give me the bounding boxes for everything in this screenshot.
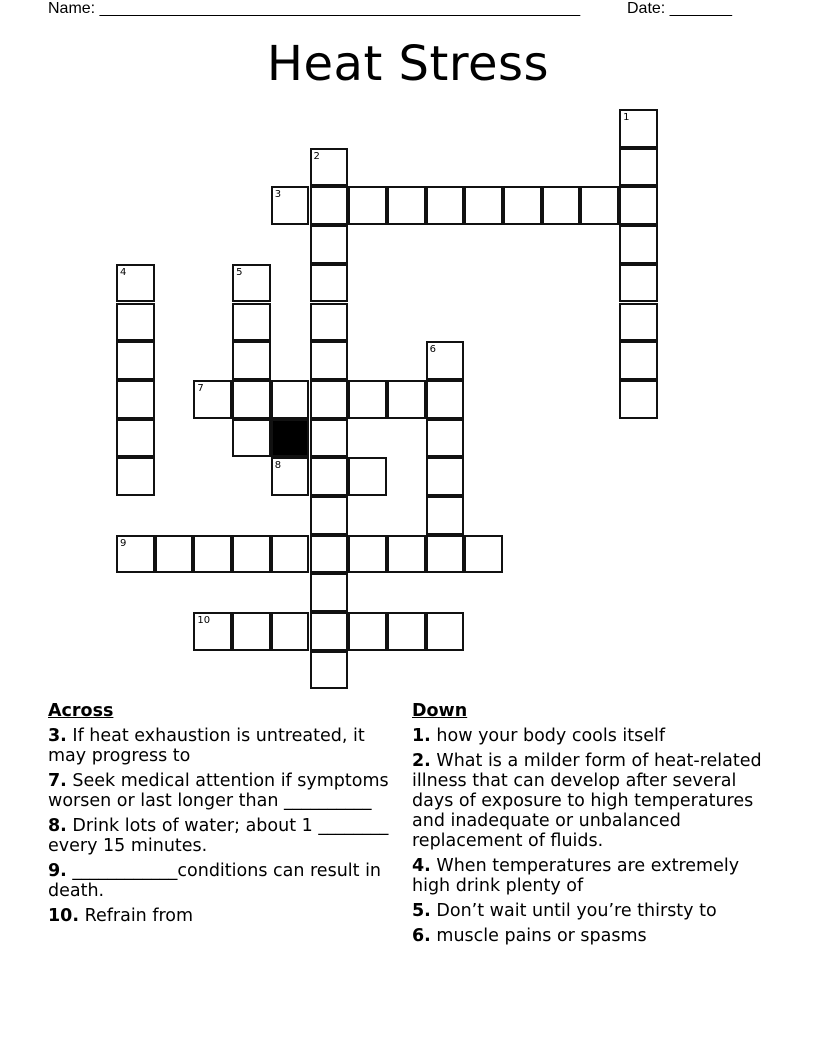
clue-number: 7.	[48, 771, 67, 791]
cell-number: 7	[197, 382, 204, 394]
grid-cell[interactable]	[619, 225, 658, 264]
grid-cell[interactable]	[426, 457, 465, 496]
grid-cell[interactable]	[619, 341, 658, 380]
grid-cell[interactable]	[193, 535, 232, 574]
clue-number: 8.	[48, 816, 67, 836]
grid-cell[interactable]	[426, 612, 465, 651]
grid-cell[interactable]	[426, 380, 465, 419]
grid-cell[interactable]	[155, 535, 194, 574]
grid-cell[interactable]	[426, 535, 465, 574]
clue-down-4	[412, 856, 762, 896]
grid-cell[interactable]	[619, 380, 658, 419]
grid-cell[interactable]	[116, 380, 155, 419]
cell-number: 9	[120, 537, 127, 549]
grid-cell[interactable]	[116, 419, 155, 458]
grid-cell[interactable]	[310, 148, 349, 187]
clue-text: ____________conditions can result in death.	[48, 861, 382, 901]
black-cell	[271, 419, 310, 458]
grid-cell[interactable]	[116, 264, 155, 303]
grid-cell[interactable]	[271, 535, 310, 574]
clue-text: Refrain from	[84, 906, 194, 926]
cell-number: 5	[236, 266, 243, 278]
name-field-label: Name: ______________________________________________________	[48, 0, 581, 17]
clue-text: Don’t wait until you’re thirsty to	[436, 901, 717, 921]
grid-cell[interactable]	[503, 186, 542, 225]
grid-cell[interactable]	[619, 186, 658, 225]
grid-cell[interactable]	[116, 341, 155, 380]
grid-cell[interactable]	[464, 535, 503, 574]
grid-cell[interactable]	[310, 496, 349, 535]
clue-down-1	[412, 726, 762, 746]
grid-cell[interactable]	[348, 380, 387, 419]
clue-across-7	[48, 771, 393, 811]
grid-cell[interactable]	[232, 612, 271, 651]
grid-cell[interactable]	[116, 535, 155, 574]
grid-cell[interactable]	[193, 380, 232, 419]
grid-cell[interactable]	[232, 264, 271, 303]
grid-cell[interactable]	[348, 457, 387, 496]
cell-number: 10	[197, 615, 211, 627]
grid-cell[interactable]	[232, 380, 271, 419]
grid-cell[interactable]	[310, 341, 349, 380]
clue-text: If heat exhaustion is untreated, it may progress to	[48, 726, 365, 766]
clue-text: muscle pains or spasms	[436, 926, 647, 946]
clue-number: 1.	[412, 726, 431, 746]
grid-cell[interactable]	[310, 419, 349, 458]
cell-number: 6	[429, 344, 436, 356]
grid-cell[interactable]	[232, 419, 271, 458]
clue-number: 3.	[48, 726, 67, 746]
grid-cell[interactable]	[310, 380, 349, 419]
clue-down-2	[412, 751, 762, 851]
across-clues	[48, 700, 393, 931]
clue-text: Drink lots of water; about 1 ________ every 15 minutes.	[48, 816, 389, 856]
clue-number: 4.	[412, 856, 431, 876]
grid-cell[interactable]	[348, 535, 387, 574]
grid-cell[interactable]	[387, 186, 426, 225]
date-field-label: Date: _______	[627, 0, 732, 17]
grid-cell[interactable]	[426, 341, 465, 380]
page-title: Heat Stress	[266, 36, 550, 92]
grid-cell[interactable]	[387, 380, 426, 419]
clue-across-3	[48, 726, 393, 766]
grid-cell[interactable]	[426, 496, 465, 535]
grid-cell[interactable]	[580, 186, 619, 225]
grid-cell[interactable]	[619, 303, 658, 342]
grid-cell[interactable]	[426, 186, 465, 225]
grid-cell[interactable]	[542, 186, 581, 225]
cell-number: 1	[623, 112, 630, 123]
clue-number: 6.	[412, 926, 431, 946]
cell-number: 8	[274, 460, 282, 472]
grid-cell[interactable]	[271, 186, 310, 225]
cell-number: 3	[274, 189, 282, 201]
grid-cell[interactable]	[348, 612, 387, 651]
clue-down-5	[412, 901, 762, 921]
grid-cell[interactable]	[310, 264, 349, 303]
grid-cell[interactable]	[232, 341, 271, 380]
cell-number: 4	[120, 266, 127, 278]
grid-cell[interactable]	[310, 535, 349, 574]
down-heading: Down	[412, 701, 468, 721]
grid-cell[interactable]	[310, 225, 349, 264]
grid-cell[interactable]	[387, 535, 426, 574]
clue-text: Seek medical attention if symptoms worsen or last longer than __________	[48, 771, 389, 811]
clue-across-9	[48, 861, 393, 901]
grid-cell[interactable]	[271, 612, 310, 651]
clue-down-6	[412, 926, 762, 946]
grid-cell[interactable]	[426, 419, 465, 458]
grid-cell[interactable]	[619, 109, 658, 148]
grid-cell[interactable]	[310, 457, 349, 496]
clue-text: how your body cools itself	[436, 726, 666, 746]
clue-text: What is a milder form of heat-related illness that can develop after several days of exposure to high temperatures and inadequate or unbalanced replacement of fluids.	[412, 751, 762, 851]
cell-number: 2	[313, 150, 320, 162]
grid-cell[interactable]	[232, 303, 271, 342]
clue-number: 2.	[412, 751, 431, 771]
grid-cell[interactable]	[310, 651, 349, 690]
clue-number: 9.	[48, 861, 67, 881]
grid-cell[interactable]	[116, 303, 155, 342]
grid-cell[interactable]	[271, 380, 310, 419]
grid-cell[interactable]	[348, 186, 387, 225]
clue-text: When temperatures are extremely high drink plenty of	[412, 856, 740, 896]
grid-cell[interactable]	[619, 264, 658, 303]
grid-cell[interactable]	[619, 148, 658, 187]
grid-cell[interactable]	[310, 612, 349, 651]
grid-cell[interactable]	[116, 457, 155, 496]
grid-cell[interactable]	[310, 573, 349, 612]
grid-cell[interactable]	[310, 303, 349, 342]
clue-across-10	[48, 906, 393, 926]
clue-across-8	[48, 816, 393, 856]
clue-number: 10.	[48, 906, 80, 926]
grid-cell[interactable]	[193, 612, 232, 651]
grid-cell[interactable]	[387, 612, 426, 651]
clue-number: 5.	[412, 901, 431, 921]
down-clues	[412, 700, 762, 951]
grid-cell[interactable]	[310, 186, 349, 225]
grid-cell[interactable]	[464, 186, 503, 225]
grid-cell[interactable]	[271, 457, 310, 496]
across-heading: Across	[48, 701, 114, 721]
grid-cell[interactable]	[232, 535, 271, 574]
